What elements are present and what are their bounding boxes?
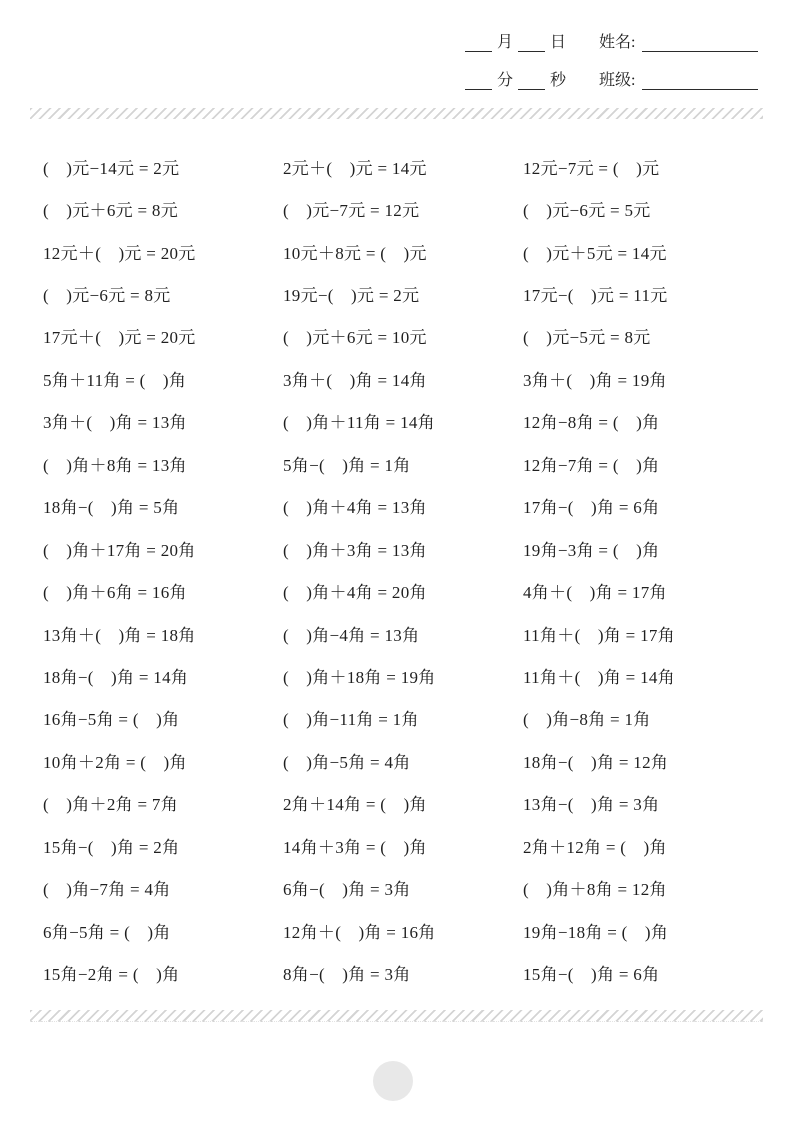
worksheet-header: [460, 31, 758, 107]
class-label: 班级:: [599, 72, 636, 89]
problem-cell: ( )角＋8角 = 13角: [43, 455, 187, 475]
problem-cell: ( )角＋3角 = 13角: [283, 540, 427, 560]
second-label: 秒: [550, 72, 567, 89]
problem-cell: ( )元−7元 = 12元: [283, 201, 420, 221]
second-blank-line: [518, 76, 545, 90]
problem-cell: ( )元＋6元 = 10元: [283, 328, 427, 348]
problem-cell: 13角＋( )角 = 18角: [43, 625, 196, 645]
problems-column-3: [523, 145, 763, 994]
problem-cell: 12角＋( )角 = 16角: [283, 922, 436, 942]
problem-cell: 18角−( )角 = 14角: [43, 667, 189, 687]
problems-column-1: [43, 145, 283, 994]
class-blank-line: [642, 76, 758, 90]
problem-cell: ( )角＋18角 = 19角: [283, 667, 436, 687]
problem-cell: ( )元−6元 = 5元: [523, 201, 651, 221]
problem-cell: 12元＋( )元 = 20元: [43, 243, 196, 263]
problem-cell: 3角＋( )角 = 14角: [283, 370, 427, 390]
month-blank-line: [465, 38, 492, 52]
bottom-separator-band: [30, 1010, 763, 1022]
problem-cell: ( )角−7角 = 4角: [43, 880, 171, 900]
problem-cell: 6角−5角 = ( )角: [43, 922, 171, 942]
problem-cell: 2元＋( )元 = 14元: [283, 158, 427, 178]
problem-cell: 5角−( )角 = 1角: [283, 455, 411, 475]
problem-cell: ( )元＋6元 = 8元: [43, 201, 179, 221]
date-name-row: [460, 31, 758, 52]
problems-column-2: [283, 145, 523, 994]
problem-cell: 2角＋14角 = ( )角: [283, 795, 427, 815]
problem-cell: 12角−8角 = ( )角: [523, 413, 660, 433]
problem-cell: ( )角−8角 = 1角: [523, 710, 651, 730]
month-label: 月: [497, 34, 514, 51]
problem-cell: 18角−( )角 = 12角: [523, 752, 669, 772]
problem-cell: ( )角−11角 = 1角: [283, 710, 419, 730]
name-label: 姓名:: [599, 34, 636, 51]
problem-cell: ( )角＋2角 = 7角: [43, 795, 179, 815]
problem-cell: 19角−18角 = ( )角: [523, 922, 669, 942]
problem-cell: 16角−5角 = ( )角: [43, 710, 180, 730]
problem-cell: 6角−( )角 = 3角: [283, 880, 411, 900]
problem-cell: 14角＋3角 = ( )角: [283, 837, 427, 857]
problem-cell: 4角＋( )角 = 17角: [523, 583, 667, 603]
minute-blank-line: [465, 76, 492, 90]
watermark-circle: [373, 1061, 413, 1101]
problem-cell: 17元−( )元 = 11元: [523, 286, 668, 306]
time-class-row: [460, 69, 758, 90]
problem-cell: 17角−( )角 = 6角: [523, 498, 660, 518]
problem-cell: 3角＋( )角 = 13角: [43, 413, 187, 433]
problem-cell: 11角＋( )角 = 17角: [523, 625, 675, 645]
problem-cell: 13角−( )角 = 3角: [523, 795, 660, 815]
problem-cell: 8角−( )角 = 3角: [283, 965, 411, 985]
day-blank-line: [518, 38, 545, 52]
problem-cell: ( )角−4角 = 13角: [283, 625, 420, 645]
problem-cell: ( )角−5角 = 4角: [283, 752, 411, 772]
problem-cell: 11角＋( )角 = 14角: [523, 667, 675, 687]
problem-cell: ( )元−14元 = 2元: [43, 158, 180, 178]
problem-cell: ( )元−6元 = 8元: [43, 286, 171, 306]
problem-cell: 10元＋8元 = ( )元: [283, 243, 427, 263]
problem-cell: 3角＋( )角 = 19角: [523, 370, 667, 390]
problem-cell: ( )角＋8角 = 12角: [523, 880, 667, 900]
top-separator-band: [30, 108, 763, 119]
problem-cell: 12角−7角 = ( )角: [523, 455, 660, 475]
problem-cell: ( )元−5元 = 8元: [523, 328, 651, 348]
problem-cell: ( )角＋11角 = 14角: [283, 413, 435, 433]
problem-cell: 15角−( )角 = 2角: [43, 837, 180, 857]
problem-cell: 2角＋12角 = ( )角: [523, 837, 667, 857]
problem-cell: ( )角＋4角 = 13角: [283, 498, 427, 518]
problems-grid: [43, 145, 763, 994]
problem-cell: 19元−( )元 = 2元: [283, 286, 420, 306]
minute-label: 分: [497, 72, 514, 89]
problem-cell: ( )元＋5元 = 14元: [523, 243, 667, 263]
problem-cell: 10角＋2角 = ( )角: [43, 752, 187, 772]
problem-cell: 5角＋11角 = ( )角: [43, 370, 187, 390]
problem-cell: 15角−2角 = ( )角: [43, 965, 180, 985]
problem-cell: 19角−3角 = ( )角: [523, 540, 660, 560]
name-blank-line: [642, 38, 758, 52]
problem-cell: 18角−( )角 = 5角: [43, 498, 180, 518]
problem-cell: 15角−( )角 = 6角: [523, 965, 660, 985]
problem-cell: ( )角＋6角 = 16角: [43, 583, 187, 603]
problem-cell: ( )角＋4角 = 20角: [283, 583, 427, 603]
problem-cell: 17元＋( )元 = 20元: [43, 328, 196, 348]
problem-cell: 12元−7元 = ( )元: [523, 158, 660, 178]
problem-cell: ( )角＋17角 = 20角: [43, 540, 196, 560]
day-label: 日: [550, 34, 567, 51]
